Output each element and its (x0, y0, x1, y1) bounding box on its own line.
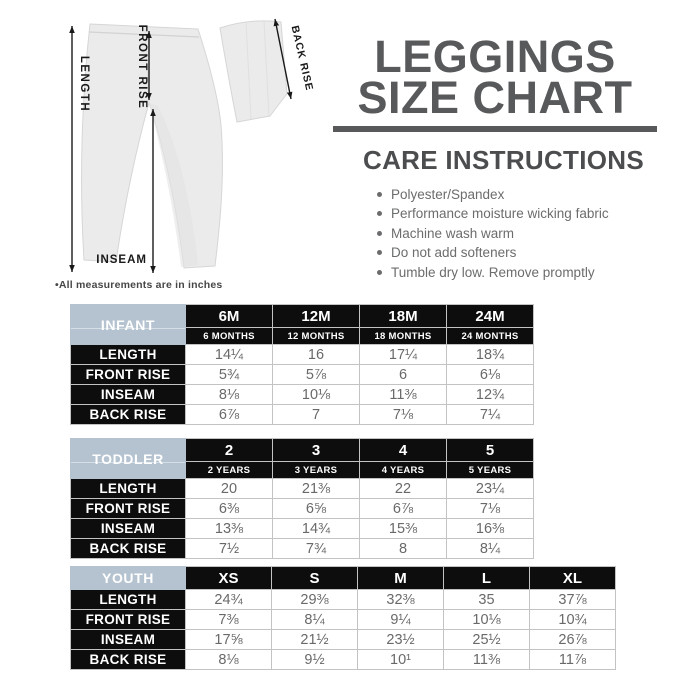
size-column-header: S (272, 567, 358, 590)
measurement-value: 13⅜ (186, 519, 273, 539)
size-column-header: XL (530, 567, 616, 590)
size-table-youth (70, 566, 616, 670)
measurement-value: 6⅝ (273, 499, 360, 519)
measurement-value: 15⅜ (360, 519, 447, 539)
measurement-value: 21⅜ (273, 479, 360, 499)
size-column-header: 24M (447, 305, 534, 328)
measurement-row-label: FRONT RISE (71, 499, 186, 519)
size-column-subheader: 3 YEARS (273, 462, 360, 479)
size-column-header: XS (186, 567, 272, 590)
measurement-value: 6⅞ (360, 499, 447, 519)
care-item-text: Polyester/Spandex (391, 186, 505, 202)
size-tables (70, 304, 616, 670)
measurement-row-label: LENGTH (71, 479, 186, 499)
measurement-value: 5⅞ (273, 365, 360, 385)
measurement-row-label: INSEAM (71, 519, 186, 539)
leggings-front-illustration (82, 24, 223, 268)
measurement-row-label: LENGTH (71, 345, 186, 365)
size-column-subheader: 4 YEARS (360, 462, 447, 479)
bullet-icon (377, 211, 382, 216)
size-column-header: 4 (360, 439, 447, 462)
care-list-item (377, 245, 657, 260)
bullet-icon (377, 270, 382, 275)
measurement-value: 16⅜ (447, 519, 534, 539)
measurement-row-label: BACK RISE (71, 405, 186, 425)
measurement-value: 25½ (444, 630, 530, 650)
measurement-value: 11⅞ (530, 650, 616, 670)
group-header-youth: YOUTH (71, 567, 186, 590)
measurement-value: 20 (186, 479, 273, 499)
measurement-value: 23½ (358, 630, 444, 650)
page-title-line2: SIZE CHART (357, 72, 633, 124)
size-column-subheader: 12 MONTHS (273, 328, 360, 345)
group-header-toddler: TODDLER (71, 439, 186, 479)
bullet-icon (377, 250, 382, 255)
measurement-value: 10¹ (358, 650, 444, 670)
measurement-value: 7¾ (273, 539, 360, 559)
measurement-value: 8 (360, 539, 447, 559)
measurement-value: 18¾ (447, 345, 534, 365)
care-item-text: Machine wash warm (391, 225, 515, 241)
page-title (333, 31, 657, 124)
measurement-value: 7¼ (447, 405, 534, 425)
measurement-value: 7⅛ (447, 499, 534, 519)
measurement-value: 10⅛ (444, 610, 530, 630)
measurement-value: 17⅝ (186, 630, 272, 650)
care-list-item (377, 265, 657, 280)
measurement-value: 35 (444, 590, 530, 610)
measurement-value: 9½ (272, 650, 358, 670)
front-rise-label: FRONT RISE (136, 24, 148, 110)
bullet-icon (377, 192, 382, 197)
size-column-header: 6M (186, 305, 273, 328)
measurement-value: 7⅜ (186, 610, 272, 630)
measurement-row-label: INSEAM (71, 385, 186, 405)
measurement-row-label: BACK RISE (71, 650, 186, 670)
measurement-value: 8⅛ (186, 650, 272, 670)
measurement-value: 6⅛ (447, 365, 534, 385)
measurement-value: 10¾ (530, 610, 616, 630)
size-column-subheader: 5 YEARS (447, 462, 534, 479)
care-item-text: Tumble dry low. Remove promptly (391, 264, 595, 280)
group-header-infant: INFANT (71, 305, 186, 345)
measurement-value: 23¼ (447, 479, 534, 499)
title-underline (333, 126, 657, 132)
measurements-note: •All measurements are in inches (55, 279, 223, 291)
measurement-row-label: BACK RISE (71, 539, 186, 559)
care-list-item (377, 206, 657, 221)
measurement-row-label: INSEAM (71, 630, 186, 650)
care-instructions-list (377, 187, 657, 280)
measurement-value: 11⅜ (360, 385, 447, 405)
measurement-value: 7 (273, 405, 360, 425)
measurement-value: 9¼ (358, 610, 444, 630)
bullet-icon (377, 231, 382, 236)
measurement-value: 21½ (272, 630, 358, 650)
measurement-value: 11⅜ (444, 650, 530, 670)
size-column-header: 2 (186, 439, 273, 462)
measurement-value: 26⅞ (530, 630, 616, 650)
size-column-subheader: 18 MONTHS (360, 328, 447, 345)
care-item-text: Do not add softeners (391, 245, 517, 261)
leggings-measurement-diagram (40, 10, 320, 300)
measurement-value: 8¼ (272, 610, 358, 630)
measurement-value: 8⅛ (186, 385, 273, 405)
measurement-value: 5¾ (186, 365, 273, 385)
measurement-value: 8¼ (447, 539, 534, 559)
length-label: LENGTH (78, 55, 90, 113)
size-column-header: 5 (447, 439, 534, 462)
size-column-subheader: 24 MONTHS (447, 328, 534, 345)
measurement-value: 22 (360, 479, 447, 499)
measurement-value: 16 (273, 345, 360, 365)
measurement-row-label: LENGTH (71, 590, 186, 610)
size-column-header: 18M (360, 305, 447, 328)
measurement-value: 24¾ (186, 590, 272, 610)
back-rise-label: BACK RISE (288, 24, 316, 93)
care-list-item (377, 226, 657, 241)
size-column-header: 3 (273, 439, 360, 462)
measurement-row-label: FRONT RISE (71, 365, 186, 385)
page-title-line1: LEGGINGS (374, 31, 616, 82)
size-column-subheader: 2 YEARS (186, 462, 273, 479)
measurement-value: 37⅞ (530, 590, 616, 610)
measurement-value: 12¾ (447, 385, 534, 405)
size-table-toddler (70, 438, 534, 559)
title-block (333, 31, 657, 284)
size-column-header: L (444, 567, 530, 590)
measurement-value: 6 (360, 365, 447, 385)
measurement-value: 29⅜ (272, 590, 358, 610)
size-column-header: 12M (273, 305, 360, 328)
care-list-item (377, 187, 657, 202)
measurement-value: 6⅜ (186, 499, 273, 519)
size-table-infant (70, 304, 534, 425)
measurement-value: 7½ (186, 539, 273, 559)
size-column-subheader: 6 MONTHS (186, 328, 273, 345)
inseam-label: INSEAM (96, 254, 147, 266)
measurement-value: 14¾ (273, 519, 360, 539)
care-item-text: Performance moisture wicking fabric (391, 206, 609, 222)
measurement-value: 32⅜ (358, 590, 444, 610)
measurement-value: 14¼ (186, 345, 273, 365)
measurement-value: 17¼ (360, 345, 447, 365)
measurement-value: 10⅛ (273, 385, 360, 405)
size-column-header: M (358, 567, 444, 590)
measurement-row-label: FRONT RISE (71, 610, 186, 630)
care-instructions-heading: CARE INSTRUCTIONS (363, 144, 644, 175)
measurement-value: 7⅛ (360, 405, 447, 425)
measurement-value: 6⅞ (186, 405, 273, 425)
leggings-back-illustration (220, 21, 287, 122)
